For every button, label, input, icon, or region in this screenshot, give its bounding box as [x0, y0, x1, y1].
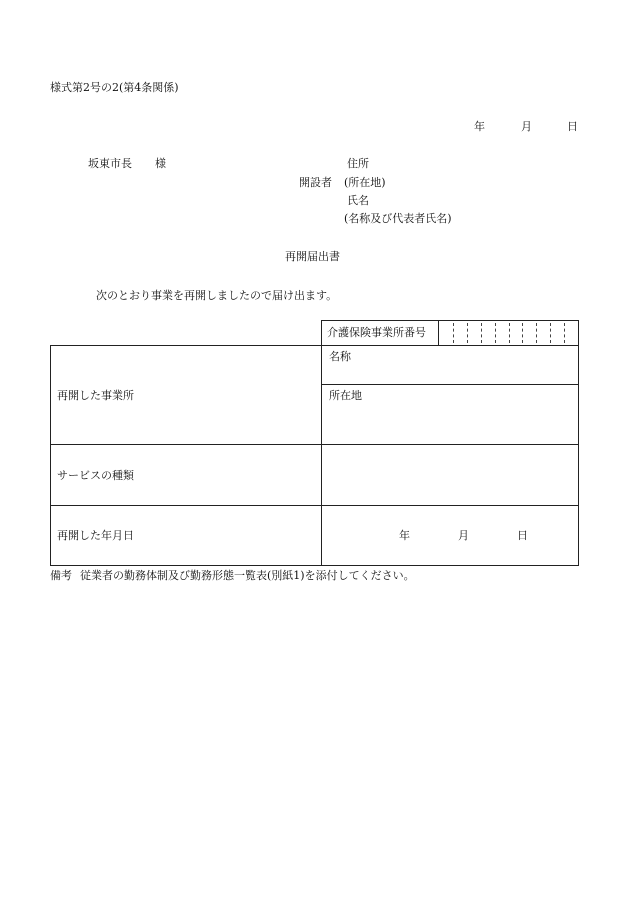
- service-type-field[interactable]: [322, 445, 578, 505]
- applicant-address: 住所: [347, 157, 369, 170]
- applicant-address-note: (所在地): [344, 176, 386, 189]
- resume-date-field[interactable]: [322, 506, 578, 565]
- provider-number-digit-divider: [550, 323, 551, 343]
- provider-number-digit-divider: [481, 323, 482, 343]
- resume-date-year: 年: [399, 529, 410, 542]
- office-name-field[interactable]: [322, 346, 578, 384]
- applicant-name-note: (名称及び代表者氏名): [344, 212, 452, 225]
- provider-number-digit-divider: [522, 323, 523, 343]
- resume-date-label: 再開した年月日: [57, 529, 134, 542]
- date-day: 日: [567, 120, 578, 133]
- date-year: 年: [474, 120, 485, 133]
- provider-number-digit-divider: [495, 323, 496, 343]
- office-name-label: 名称: [329, 350, 351, 363]
- addressee-name: 坂東市長: [88, 157, 132, 170]
- remarks-label: 備考: [50, 569, 72, 582]
- provider-number-boxes[interactable]: [439, 321, 578, 345]
- service-type-label: サービスの種類: [57, 469, 134, 482]
- office-label: 再開した事業所: [57, 389, 134, 402]
- provider-number-digit-divider: [453, 323, 454, 343]
- form-number: 様式第2号の2(第4条関係): [50, 81, 179, 94]
- resume-date-day: 日: [517, 529, 528, 542]
- addressee-honorific: 様: [155, 157, 166, 170]
- provider-number-digit-divider: [509, 323, 510, 343]
- date-month: 月: [521, 120, 532, 133]
- applicant-name: 氏名: [347, 194, 369, 207]
- remarks-text: 従業者の勤務体制及び勤務形態一覧表(別紙1)を添付してください。: [80, 569, 415, 582]
- document-title: 再開届出書: [285, 250, 340, 263]
- statement: 次のとおり事業を再開しましたので届け出ます。: [96, 289, 338, 302]
- applicant-label: 開設者: [299, 176, 332, 189]
- resume-date-month: 月: [458, 529, 469, 542]
- provider-number-digit-divider: [467, 323, 468, 343]
- provider-number-digit-divider: [564, 323, 565, 343]
- office-address-field[interactable]: [322, 385, 578, 444]
- office-address-label: 所在地: [329, 389, 362, 402]
- provider-number-digit-divider: [536, 323, 537, 343]
- provider-number-label: 介護保険事業所番号: [327, 326, 426, 339]
